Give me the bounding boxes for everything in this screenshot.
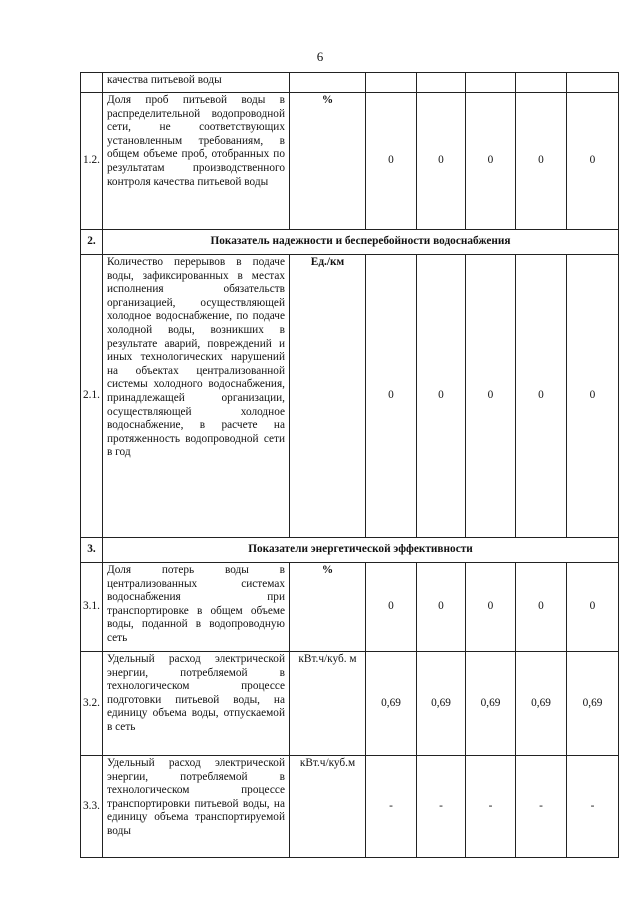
value-cell: - bbox=[516, 756, 567, 858]
unit-cell: % bbox=[290, 563, 366, 652]
value-cell: 0 bbox=[466, 255, 516, 538]
section-row bbox=[81, 538, 619, 563]
section-row bbox=[81, 230, 619, 255]
row-number: 3.1. bbox=[81, 563, 103, 652]
value-cell: 0,69 bbox=[567, 652, 619, 756]
section-number: 3. bbox=[81, 538, 103, 563]
value-cell: 0 bbox=[417, 255, 466, 538]
value-cell: - bbox=[466, 756, 516, 858]
unit-cell: кВт.ч/куб.м bbox=[290, 756, 366, 858]
value-cell bbox=[417, 73, 466, 93]
table-row bbox=[81, 563, 619, 652]
value-cell bbox=[366, 73, 417, 93]
section-title: Показатели энергетической эффективности bbox=[103, 538, 619, 563]
indicator-description: Удельный расход электрической энергии, потребляемой в технологическом процессе подготовки питьевой воды, на единицу объема воды, отпускаемой в сеть bbox=[103, 652, 290, 756]
value-cell: 0 bbox=[466, 563, 516, 652]
value-cell: 0 bbox=[567, 93, 619, 230]
value-cell: 0,69 bbox=[516, 652, 567, 756]
unit-cell: Ед./км bbox=[290, 255, 366, 538]
unit-cell bbox=[290, 73, 366, 93]
section-title: Показатель надежности и бесперебойности водоснабжения bbox=[103, 230, 619, 255]
value-cell: 0,69 bbox=[466, 652, 516, 756]
unit-cell: % bbox=[290, 93, 366, 230]
table-row bbox=[81, 93, 619, 230]
row-number: 1.2. bbox=[81, 93, 103, 230]
value-cell: 0 bbox=[567, 563, 619, 652]
indicator-description: Удельный расход электрической энергии, потребляемой в технологическом процессе транспортировки питьевой воды, на единицу объема транспортируемой воды bbox=[103, 756, 290, 858]
value-cell: 0 bbox=[567, 255, 619, 538]
value-cell: 0,69 bbox=[417, 652, 466, 756]
table-row bbox=[81, 255, 619, 538]
indicator-description: Доля проб питьевой воды в распределительной водопроводной сети, не соответствующих установленным требованиям, в общем объеме проб, отобранных по результатам производственного контроля качества питьевой воды bbox=[103, 93, 290, 230]
table-row bbox=[81, 652, 619, 756]
row-number: 3.2. bbox=[81, 652, 103, 756]
value-cell: - bbox=[417, 756, 466, 858]
value-cell: 0 bbox=[417, 93, 466, 230]
indicator-description: качества питьевой воды bbox=[103, 73, 290, 93]
row-number: 2.1. bbox=[81, 255, 103, 538]
value-cell: 0 bbox=[366, 563, 417, 652]
value-cell bbox=[567, 73, 619, 93]
value-cell: 0 bbox=[516, 563, 567, 652]
section-number: 2. bbox=[81, 230, 103, 255]
row-number bbox=[81, 73, 103, 93]
table-row bbox=[81, 73, 619, 93]
unit-cell: кВт.ч/куб. м bbox=[290, 652, 366, 756]
value-cell: 0 bbox=[516, 93, 567, 230]
value-cell: 0 bbox=[466, 93, 516, 230]
value-cell bbox=[516, 73, 567, 93]
row-number: 3.3. bbox=[81, 756, 103, 858]
page-number: 6 bbox=[316, 49, 324, 64]
value-cell: 0 bbox=[366, 255, 417, 538]
indicators-table bbox=[80, 72, 619, 858]
value-cell: 0 bbox=[366, 93, 417, 230]
value-cell: 0 bbox=[516, 255, 567, 538]
indicator-description: Количество перерывов в подаче воды, зафиксированных в местах исполнения обязательств организацией, осуществляющей холодное водоснабжение, по подаче холодной воды, возникших в результате аварий, повреждений и иных технологических нарушений на объектах централизованной системы холодного водоснабжения, принадлежащей организации, осуществляющей холодное водоснабжение, в расчете на протяженность водопроводной сети в год bbox=[103, 255, 290, 538]
value-cell: 0 bbox=[417, 563, 466, 652]
value-cell: - bbox=[567, 756, 619, 858]
value-cell: 0,69 bbox=[366, 652, 417, 756]
value-cell bbox=[466, 73, 516, 93]
table-row bbox=[81, 756, 619, 858]
value-cell: - bbox=[366, 756, 417, 858]
indicator-description: Доля потерь воды в централизованных системах водоснабжения при транспортировке в общем объеме воды, поданной в водопроводную сеть bbox=[103, 563, 290, 652]
